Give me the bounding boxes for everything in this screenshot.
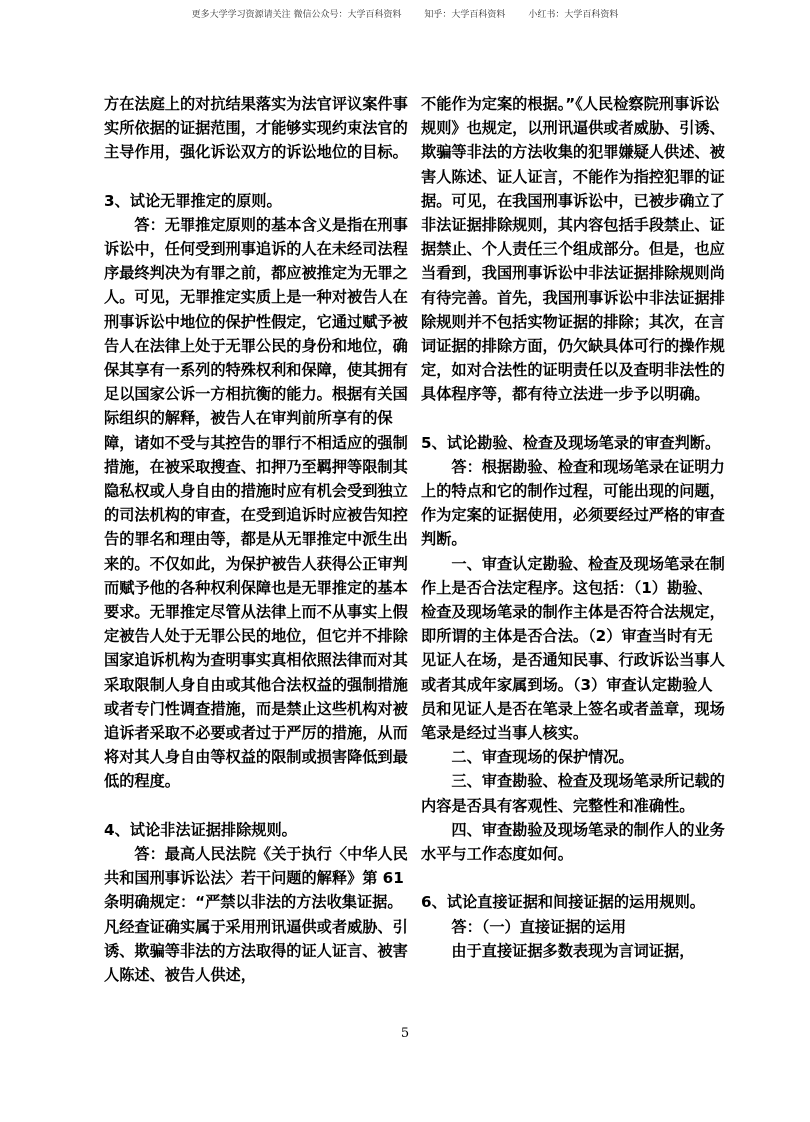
q5-point-2: 二、审查现场的保护情况。	[451, 748, 634, 767]
page-header	[0, 7, 810, 20]
answer-q6-text: 由于直接证据多数表现为言词证据，	[451, 941, 695, 960]
right-column	[421, 92, 727, 963]
heading-q3: 3、试论无罪推定的原则。	[104, 191, 282, 210]
left-paragraph-1: 方在法庭上的对抗结果落实为法官评议案件事实所依据的证据范围，才能够实现约束法官的主导作用，强化诉讼双方的诉讼地位的目标。	[104, 95, 408, 162]
answer-q4: 答：最高人民法院《关于执行〈中华人民共和国刑事诉讼法〉若干问题的解释》第 61 条明确规定：“严禁以非法的方法收集证据。凡经查证确实属于采用刑讯逼供或者威胁、引诱、欺骗等非法的方法取得的证人证言、被害人陈述、被告人供述，	[104, 844, 408, 984]
heading-q4: 4、试论非法证据排除规则。	[104, 820, 297, 839]
q5-point-4: 四、审查勘验及现场笔录的制作人的业务水平与工作态度如何。	[421, 820, 725, 864]
q5-point-1: 一、审查认定勘验、检查及现场笔录在制作上是否合法定程序。这包括：（1）勘验、检查及现场笔录的制作主体是否符合法规定，即所谓的主体是否合法。（2）审查当时有无见证人在场，是否通知民事、行政诉讼当事人或者其成年家属到场。（3）审查认定勘验人员和见证人是否在笔录上签名或者盖章，现场笔录是经过当事人核实。	[421, 554, 725, 743]
header-xiaohongshu: 小红书：大学百科资料	[528, 10, 619, 20]
right-paragraph-1: 不能作为定案的根据。”《人民检察院刑事诉讼规则》也规定，以刑讯逼供或者威胁、引诱、欺骗等非法的方法收集的犯罪嫌疑人供述、被害人陈述、证人证言，不能作为指控犯罪的证据。可见，在我国刑事诉讼中，已被步确立了非法证据排除规则，其内容包括手段禁止、证据禁止、个人责任三个组成部分。但是，也应当看到，我国刑事诉讼中非法证据排除规则尚有待完善。首先，我国刑事诉讼中非法证据排除规则并不包括实物证据的排除；其次，在言词证据的排除方面，仍欠缺具体可行的操作规定，如对合法性的证明责任以及查明非法性的具体程序等，都有待立法进一步予以明确。	[421, 95, 725, 404]
heading-q6: 6、试论直接证据和间接证据的运用规则。	[421, 893, 705, 912]
answer-q3: 答：无罪推定原则的基本含义是指在刑事诉讼中，任何受到刑事追诉的人在未经司法程序最终判决为有罪之前，都应被推定为无罪之人。可见，无罪推定实质上是一种对被告人在刑事诉讼中地位的保护性假定，它通过赋予被告人在法律上处于无罪公民的身份和地位，确保其享有一系列的特殊权利和保障，使其拥有足以国家公诉一方相抗衡的能力。根据有关国际组织的解释，被告人在审判前所享有的保障，诸如不受与其控告的罪行不相适应的强制措施，在被采取搜查、扣押乃至羁押等限制其隐私权或人身自由的措施时应有机会受到独立的司法机构的审查，在受到追诉时应被告知控告的罪名和理由等，都是从无罪推定中派生出来的。不仅如此，为保护被告人获得公正审判而赋予他的各种权利保障也是无罪推定的基本要求。无罪推定尽管从法律上而不从事实上假定被告人处于无罪公民的地位，但它并不排除国家追诉机构为查明事实真相依照法律而对其采取限制人身自由或其他合法权益的强制措施或者专门性调查措施，而是禁止这些机构对被追诉者采取不必要或者过于严厉的措施，从而将对其人身自由等权益的限制或损害降低到最低的程度。	[104, 215, 408, 791]
page-number: 5	[400, 1026, 410, 1041]
answer-q6-start: 答：（一）直接证据的运用	[451, 917, 627, 936]
left-column	[104, 92, 410, 987]
header-zhihu: 知乎：大学百科资料	[424, 10, 506, 20]
header-wechat: 更多大学学习资源请关注 微信公众号：大学百科资料	[191, 10, 402, 20]
heading-q5: 5、试论勘验、检查及现场笔录的审查判断。	[421, 433, 721, 452]
q5-point-3: 三、审查勘验、检查及现场笔录所记载的内容是否具有客观性、完整性和准确性。	[421, 772, 725, 815]
answer-q5: 答：根据勘验、检查和现场笔录在证明力上的特点和它的制作过程，可能出现的问题，作为定案的证据使用，必须要经过严格的审查判断。	[421, 457, 725, 549]
